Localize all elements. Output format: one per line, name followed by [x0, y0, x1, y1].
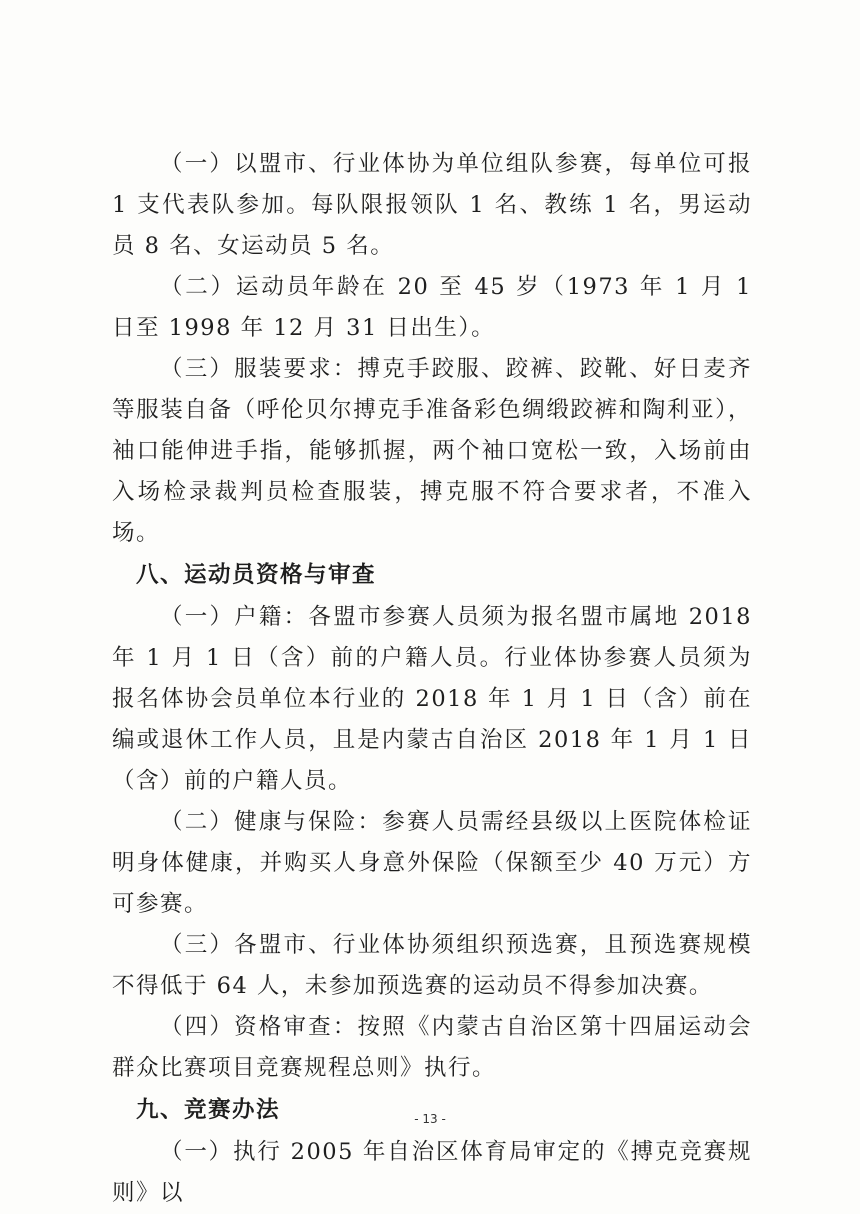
paragraph-health-insurance: （二）健康与保险：参赛人员需经县级以上医院体检证明身体健康，并购买人身意外保险（保额至少 40 万元）方可参赛。: [112, 809, 752, 917]
page-number: - 13 -: [414, 1112, 446, 1126]
paragraph-eligibility-review: （四）资格审查：按照《内蒙古自治区第十四届运动会群众比赛项目竞赛规程总则》执行。: [112, 1014, 752, 1081]
paragraph-household-registration: （一）户籍：各盟市参赛人员须为报名盟市属地 2018 年 1 月 1 日（含）前的户籍人员。行业体协参赛人员须为报名体协会员单位本行业的 2018 年 1 月 1 日（含）前在编或退休工作人员，且是内蒙古自治区 2018 年 1 月 1 日（含）前的户籍人员。: [112, 604, 752, 794]
document-body: [112, 144, 752, 1214]
section-heading-athlete-eligibility: 八、运动员资格与审查: [136, 562, 377, 588]
paragraph-athlete-age: （二）运动员年龄在 20 至 45 岁（1973 年 1 月 1 日至 1998 年 12 月 31 日出生）。: [112, 274, 752, 341]
paragraph-competition-rules: （一）执行 2005 年自治区体育局审定的《搏克竞赛规则》以: [112, 1139, 752, 1206]
section-heading-competition-method: 九、竞赛办法: [136, 1097, 281, 1123]
paragraph-preliminary-rounds: （三）各盟市、行业体协须组织预选赛，且预选赛规模不得低于 64 人，未参加预选赛的运动员不得参加决赛。: [112, 932, 752, 999]
paragraph-clothing-requirements: （三）服装要求：搏克手跤服、跤裤、跤靴、好日麦齐等服装自备（呼伦贝尔搏克手准备彩色绸缎跤裤和陶利亚），袖口能伸进手指，能够抓握，两个袖口宽松一致，入场前由入场检录裁判员检查服装，搏克服不符合要求者，不准入场。: [112, 356, 752, 546]
paragraph-team-entry: （一）以盟市、行业体协为单位组队参赛，每单位可报 1 支代表队参加。每队限报领队 1 名、教练 1 名，男运动员 8 名、女运动员 5 名。: [112, 151, 752, 259]
